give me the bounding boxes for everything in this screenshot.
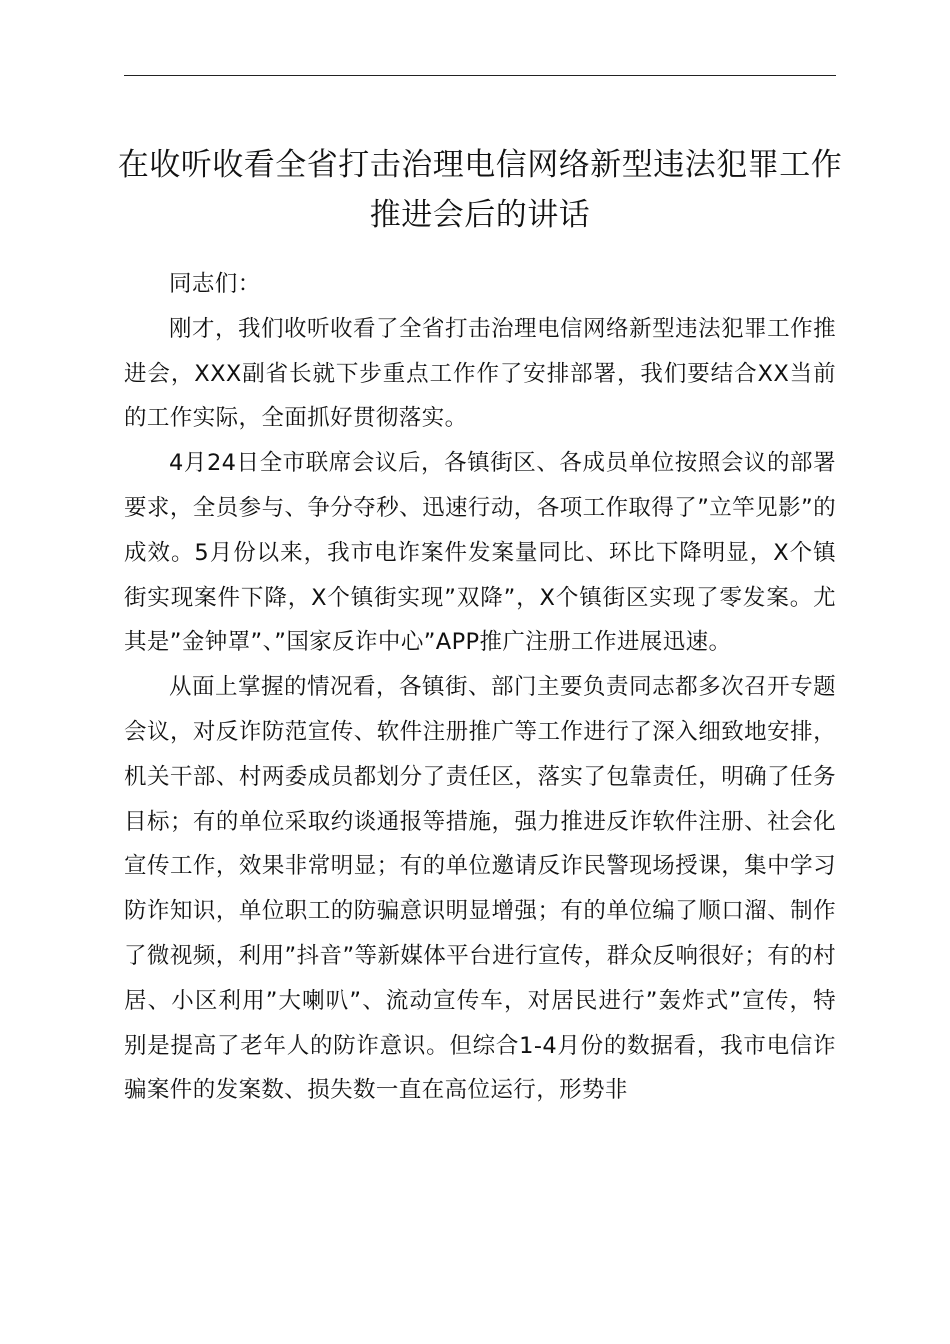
document-title: 在收听收看全省打击治理电信网络新型违法犯罪工作推进会后的讲话 <box>117 147 843 233</box>
header-rule <box>124 75 836 76</box>
document-body <box>124 262 836 1113</box>
paragraph: 4月24日全市联席会议后，各镇街区、各成员单位按照会议的部署要求，全员参与、争分夺秒、迅速行动，各项工作取得了”立竿见影”的成效。5月份以来，我市电诈案件发案量同比、环比下降明显，X个镇街实现案件下降，X个镇街实现”双降”，X个镇街区实现了零发案。尤其是”金钟罩”、”国家反诈中心”APP推广注册工作进展迅速。 <box>124 450 836 656</box>
salutation: 同志们： <box>169 271 261 297</box>
paragraph: 从面上掌握的情况看，各镇街、部门主要负责同志都多次召开专题会议，对反诈防范宣传、软件注册推广等工作进行了深入细致地安排，机关干部、村两委成员都划分了责任区，落实了包靠责任，明确了任务目标；有的单位采取约谈通报等措施，强力推进反诈软件注册、社会化宣传工作，效果非常明显；有的单位邀请反诈民警现场授课，集中学习防诈知识，单位职工的防骗意识明显增强；有的单位编了顺口溜、制作了微视频，利用”抖音”等新媒体平台进行宣传，群众反响很好；有的村居、小区利用”大喇叭”、流动宣传车，对居民进行”轰炸式”宣传，特别是提高了老年人的防诈意识。但综合1-4月份的数据看，我市电信诈骗案件的发案数、损失数一直在高位运行，形势非 <box>124 674 836 1104</box>
paragraph: 刚才，我们收听收看了全省打击治理电信网络新型违法犯罪工作推进会，XXX副省长就下步重点工作作了安排部署，我们要结合XX当前的工作实际，全面抓好贯彻落实。 <box>124 315 836 432</box>
